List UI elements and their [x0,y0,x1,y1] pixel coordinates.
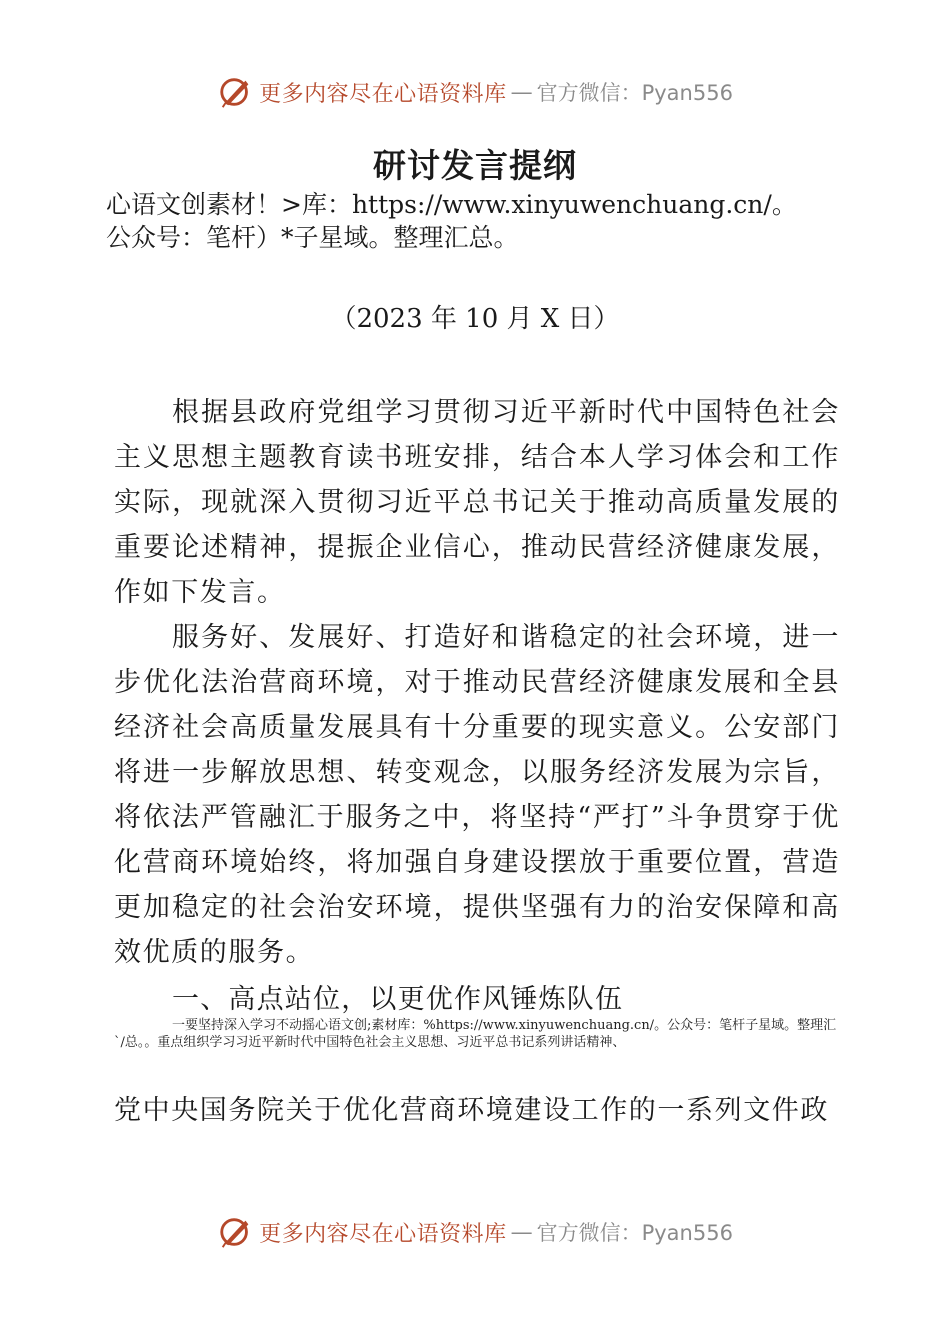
header-banner [0,70,950,114]
source-line-1: 心语文创素材！>库：https://www.xinyuwenchuang.cn/。 [106,190,797,219]
banner-wechat: 官方微信：Pyan556 [536,1221,733,1245]
banner-slogan: 更多内容尽在心语资料库 [259,1221,507,1247]
paragraph-continuation: 党中央国务院关于优化营商环境建设工作的一系列文件政 [114,1095,829,1126]
banner-slogan: 更多内容尽在心语资料库 [259,81,507,107]
section-heading-1: 一、高点站位，以更优作风锤炼队伍 [172,984,624,1015]
paragraph-intro: 根据县政府党组学习贯彻习近平新时代中国特色社会主义思想主题教育读书班安排，结合本人学习体会和工作实际，现就深入贯彻习近平总书记关于推动高质量发展的重要论述精神，提振企业信心，推动民营经济健康发展，作如下发言。 [114,397,840,608]
source-line-2: 公众号：笔杆）*子星域。整理汇总。 [106,223,519,252]
quill-logo-icon [217,73,255,111]
quill-logo-icon [217,1213,255,1251]
footer-banner [0,1210,950,1254]
inserted-note: 一要坚持深入学习不动摇心语文创;素材库：%https://www.xinyuwenchuang.cn/。公众号：笔杆子星域。整理汇`/总。。重点组织学习习近平新时代中国特色社会主义思想、习近平总书记系列讲话精神、 [114,1018,837,1050]
banner-separator: — [510,1219,533,1245]
document-title: 研讨发言提纲 [373,146,577,185]
banner-wechat: 官方微信：Pyan556 [536,81,733,105]
banner-separator: — [510,79,533,105]
document-date: （2023 年 10 月 X 日） [330,304,620,334]
paragraph-context: 服务好、发展好、打造好和谐稳定的社会环境，进一步优化法治营商环境，对于推动民营经济健康发展和全县经济社会高质量发展具有十分重要的现实意义。公安部门将进一步解放思想、转变观念，以服务经济发展为宗旨，将依法严管融汇于服务之中，将坚持“严打”斗争贯穿于优化营商环境始终，将加强自身建设摆放于重要位置，营造更加稳定的社会治安环境，提供坚强有力的治安保障和高效优质的服务。 [114,622,840,968]
